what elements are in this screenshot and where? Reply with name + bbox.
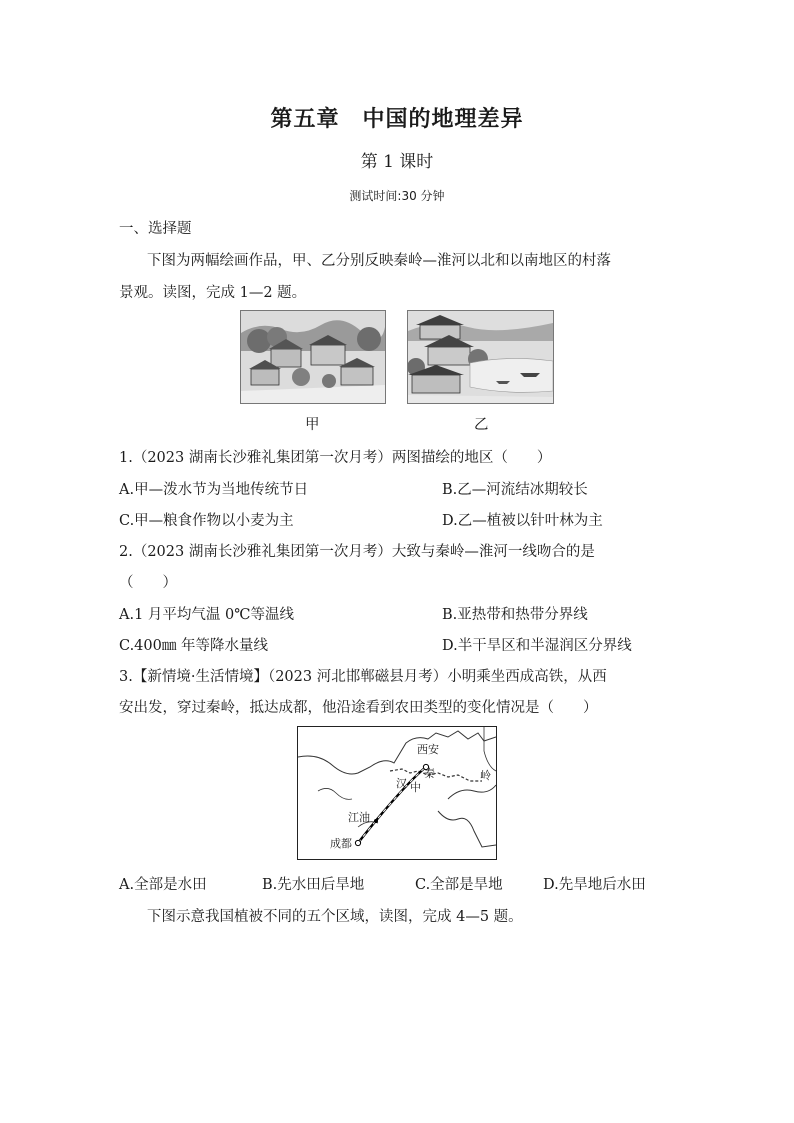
caption-jia: 甲 xyxy=(305,417,320,433)
q2-option-d: D.半干旱区和半湿润区分界线 xyxy=(442,638,632,654)
village-south-illustration xyxy=(407,310,554,404)
chapter-title: 第五章 中国的地理差异 xyxy=(270,106,524,132)
map-label-ling: 岭 xyxy=(480,769,491,782)
q1-option-c: C.甲—粮食作物以小麦为主 xyxy=(119,513,294,529)
question-3: 3.【新情境·生活情境】（2023 河北邯郸磁县月考）小明乘坐西成高铁，从西 xyxy=(119,669,607,685)
map-label-xian: 西安 xyxy=(417,743,439,756)
xian-chengdu-railway-map xyxy=(297,726,497,860)
caption-yi: 乙 xyxy=(474,417,489,433)
map-label-qin: 秦 xyxy=(424,767,435,780)
question-1: 1.（2023 湖南长沙雅礼集团第一次月考）两图描绘的地区（ ） xyxy=(119,450,552,466)
q3-option-a: A.全部是水田 xyxy=(119,877,207,893)
map-label-zhong: 中 xyxy=(410,781,421,794)
map-label-jiangyou: 江油 xyxy=(348,811,370,824)
question-3-line-2: 安出发，穿过秦岭，抵达成都，他沿途看到农田类型的变化情况是（ ） xyxy=(119,700,598,716)
intro-line-1: 下图为两幅绘画作品，甲、乙分别反映秦岭—淮河以北和以南地区的村落 xyxy=(147,253,611,269)
q3-option-d: D.先旱地后水田 xyxy=(543,877,646,893)
question-2-blank: （ ） xyxy=(119,575,177,591)
q3-option-b: B.先水田后旱地 xyxy=(262,877,365,893)
question-2: 2.（2023 湖南长沙雅礼集团第一次月考）大致与秦岭—淮河一线吻合的是 xyxy=(119,544,595,560)
q2-option-b: B.亚热带和热带分界线 xyxy=(442,607,588,623)
map-label-chengdu: 成都 xyxy=(330,837,352,850)
intro-2: 下图示意我国植被不同的五个区域，读图，完成 4—5 题。 xyxy=(147,909,523,925)
map-label-han: 汉 xyxy=(396,777,407,790)
q1-option-a: A.甲—泼水节为当地传统节日 xyxy=(119,482,309,498)
village-north-illustration xyxy=(240,310,386,404)
section-title: 一、选择题 xyxy=(119,221,192,237)
q2-option-c: C.400㎜ 年等降水量线 xyxy=(119,638,268,654)
q2-option-a: A.1 月平均气温 0℃等温线 xyxy=(119,607,294,623)
test-time: 测试时间:30 分钟 xyxy=(349,189,445,203)
q3-option-c: C.全部是旱地 xyxy=(415,877,503,893)
q1-option-d: D.乙—植被以针叶林为主 xyxy=(442,513,603,529)
lesson-subtitle: 第 1 课时 xyxy=(360,152,434,172)
q1-option-b: B.乙—河流结冰期较长 xyxy=(442,482,588,498)
intro-line-2: 景观。读图，完成 1—2 题。 xyxy=(119,285,307,301)
